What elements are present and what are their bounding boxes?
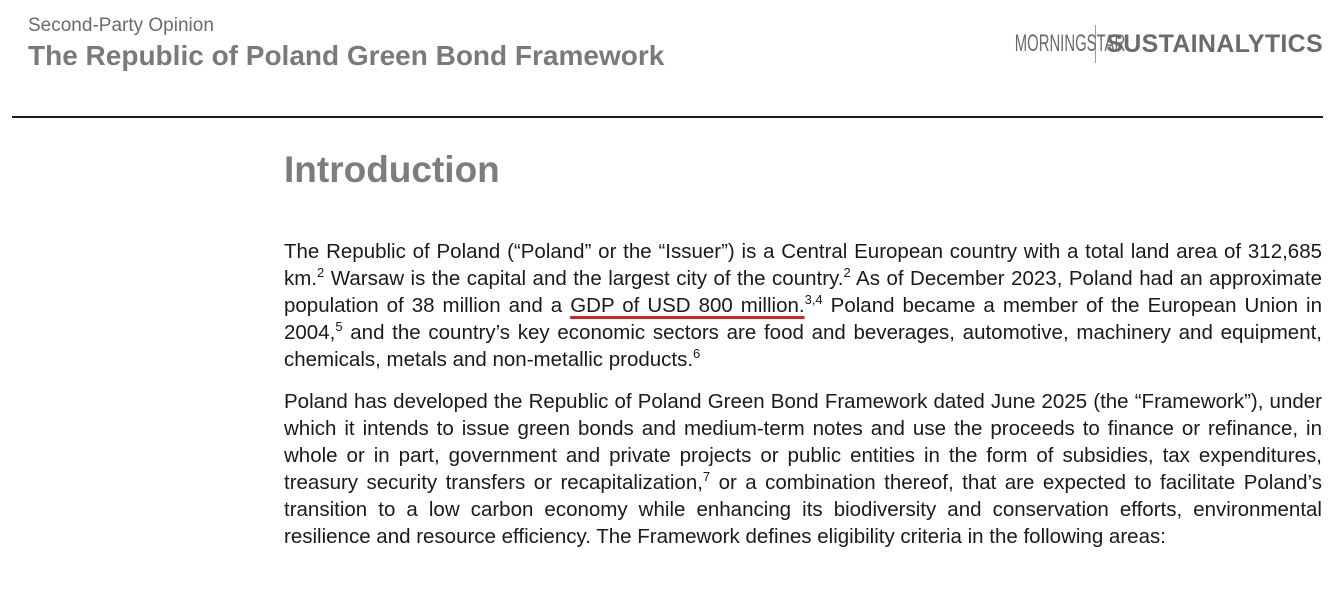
text-run: As of December 2023, Poland had an approximate population of 38 million and a xyxy=(284,267,1322,317)
text-run: or a combination thereof, that are expected to facilitate Poland’s transition to a low carbon economy while enhancing its biodiversity and conservation efforts, environmental resilience and resource efficiency. The Framework defines eligibility criteria in the following areas: xyxy=(284,471,1322,548)
main-content xyxy=(284,140,1322,550)
brand-logo xyxy=(947,24,1323,64)
morningstar-logo-text: MORNINGSTAR xyxy=(1014,30,1126,57)
header-divider-rule xyxy=(12,116,1323,118)
footnote-ref[interactable]: 2 xyxy=(843,265,851,281)
text-run: The Republic of Poland (“Poland” or the “Issuer”) is a Central European country with a total land area of 312,685 km. xyxy=(284,240,1322,290)
footnote-ref[interactable]: 2 xyxy=(317,265,325,281)
paragraph-intro xyxy=(284,238,1322,373)
text-run: Poland has developed the Republic of Poland Green Bond Framework dated June 2025 (the “Framework”), under which it intends to issue green bonds and medium-term notes and use the proceeds to finance or refinance, in whole or in part, government and private projects or public entities in the form of subsidies, tax expenditures, treasury security transfers or recapitalization, xyxy=(284,390,1322,494)
text-run: and the country’s key economic sectors are food and beverages, automotive, machinery and equipment, chemicals, metals and non-metallic products. xyxy=(284,321,1322,371)
footnote-ref[interactable]: 6 xyxy=(693,346,701,362)
red-underlined-text: GDP of USD 800 million. xyxy=(570,294,805,317)
paragraph-framework xyxy=(284,388,1322,550)
footnote-ref[interactable]: 5 xyxy=(335,319,343,335)
footnote-ref[interactable]: 7 xyxy=(702,469,711,485)
document-header xyxy=(0,0,1341,118)
document-title: The Republic of Poland Green Bond Framework xyxy=(28,40,665,71)
footnote-ref[interactable]: 3,4 xyxy=(804,292,823,308)
text-run: Poland became a member of the European Union in 2004, xyxy=(284,294,1322,344)
sustainalytics-logo-text: SUSTAINALYTICS xyxy=(1106,29,1323,58)
text-run: Warsaw is the capital and the largest city of the country. xyxy=(324,267,844,290)
document-subtitle: Second-Party Opinion xyxy=(28,15,214,36)
section-heading: Introduction xyxy=(284,149,500,190)
